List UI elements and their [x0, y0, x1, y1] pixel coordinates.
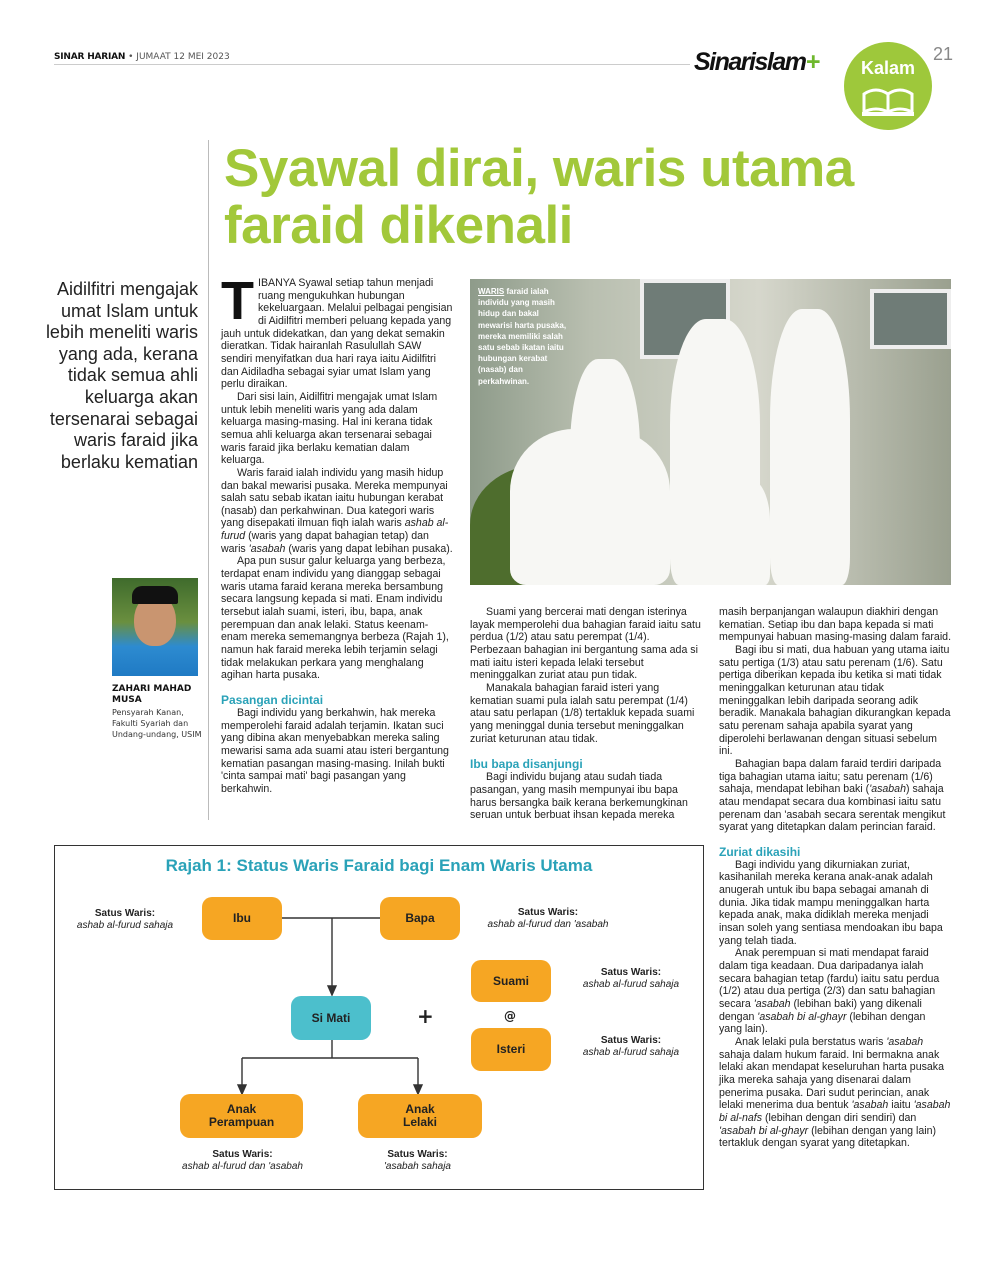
page-header: [54, 52, 230, 62]
status-label: Satus Waris:: [94, 908, 156, 919]
paragraph: [221, 467, 453, 556]
term: ashab al-furud: [221, 517, 449, 543]
text: (waris yang dapat bahagian tetap) dan waris: [221, 530, 429, 555]
status-suami: [571, 967, 691, 991]
author-role: Pensyarah Kanan, Fakulti Syariah dan Undang-undang, USIM: [112, 708, 202, 739]
paragraph: Bagi ibu si mati, dua habuan yang utama iaitu satu pertiga (1/3) atau satu perenam (1/6). Satu pertiga diberikan kepada ibu ketika si mati tidak meninggalkan keturunan atau tidak meninggalkan lebih daripada seorang adik beradik. Manakala bahagian dikurangkan kepada satu perenam sahaja apabila syarat yang diperolehi berlawanan dengan situasi sebelum ini.: [719, 643, 951, 758]
status-value: ashab al-furud sahaja: [582, 1047, 680, 1058]
window: [870, 289, 951, 349]
kalam-section-badge: [844, 42, 932, 130]
term: 'asabah: [753, 998, 791, 1011]
sinar-islam-logo: [694, 48, 819, 77]
term: 'asabah: [851, 1099, 889, 1112]
issue-date: JUMAAT 12 MEI 2023: [136, 52, 230, 62]
node-ibu: Ibu: [202, 897, 282, 940]
node-anak-perempuan: Anak Perampuan: [180, 1094, 303, 1138]
open-book-icon: [860, 84, 916, 118]
term: 'asabah: [869, 783, 906, 796]
status-value: ashab al-furud sahaja: [76, 920, 174, 931]
headline: Syawal dirai, waris utama faraid dikenali: [224, 139, 854, 255]
person: [510, 429, 670, 585]
node-anak-lelaki: Anak Lelaki: [358, 1094, 482, 1138]
person: [770, 309, 850, 585]
text: Waris faraid ialah individu yang masih hidup dan bakal mewarisi pusaka. Mereka mempunyai salah satu sebab ikatan iaitu hubungan kerabat (nasab) dan perkahwinan. Dua kategori waris yang disepakati ilmuan fiqh ialah waris: [221, 466, 448, 530]
paragraph: IBANYA Syawal setiap tahun menjadi ruang mengukuhkan hubungan kekeluargaan. Melalui pelbagai pengisian di Aidilfitri memberi peluang kepada yang jauh untuk didekatkan, dan yang dekat semakin dieratkan. Tidak hairanlah Rasulullah SAW sendiri menyifatkan dua hari raya iaitu Aidilfitri dan Aidiladha sebagai syiar umat Islam yang perlu diraikan.: [221, 277, 453, 391]
node-si-mati: Si Mati: [291, 996, 371, 1040]
author-name: ZAHARI MAHAD MUSA: [112, 684, 192, 705]
header-rule: [54, 64, 690, 65]
node-isteri: Isteri: [471, 1028, 551, 1071]
status-value: ashab al-furud sahaja: [582, 979, 680, 990]
text: Bahagian bapa dalam faraid terdiri daripada tiga bahagian utama iaitu; satu perenam (1/6) sahaja, mendapat lebihan baki (: [719, 757, 942, 796]
term: 'asabah bi al-nafs: [719, 1099, 951, 1124]
status-label: Satus Waris:: [600, 967, 662, 978]
article-column-3: [719, 606, 951, 1150]
paragraph: Manakala bahagian faraid isteri yang kematian suami pula ialah satu perempat (1/4) atau satu perlapan (1/8) tertakluk kepada suami yang meninggal dunia tersebut meninggalkan zuriat keturunan atau tidak.: [470, 681, 695, 745]
child: [720, 479, 770, 585]
pull-quote: Aidilfitri mengajak umat Islam untuk lebih meneliti waris yang ada, kerana tidak semua ahli keluarga akan tersenarai sebagai waris faraid jika berlaku kematian: [45, 279, 198, 472]
status-bapa: [478, 907, 618, 931]
text: (lebihan dengan diri sendiri) dan: [762, 1111, 917, 1124]
text: iaitu: [888, 1099, 914, 1112]
text: ) sahaja atau mendapat secara dua kombinasi iaitu satu perenam dan 'asabah secara serentak mengikut syarat yang ditetapkan dalam perincian faraid.: [719, 783, 946, 834]
status-label: Satus Waris:: [387, 1149, 448, 1160]
text: sahaja dalam hukum faraid. Ini bermakna anak lelaki akan mendapat keseluruhan harta pusaka jika mereka sahaja yang disenarai dalam penerima pusaka. Dari sudut perincian, anak lelaki menerima dua bentuk: [719, 1048, 944, 1112]
node-bapa: Bapa: [380, 897, 460, 940]
status-anak-perempuan: [170, 1149, 315, 1173]
paragraph: Apa pun susur galur keluarga yang berbeza, terdapat enam individu yang dianggap sebagai waris utama faraid kerana mereka bersambung secara langsung kepada si mati. Enam individu tersebut ialah suami, isteri, ibu, bapa, anak perempuan dan anak lelaki. Status keenam-enam mereka sememangnya berbeza (Rajah 1), namun hak faraid mereka lebih terjamin selagi tidak melakukan perkara yang menghalang agihan harta pusaka.: [221, 555, 449, 682]
article-column-1: [221, 271, 453, 796]
plus-sign: +: [417, 1004, 434, 1028]
term: 'asabah: [886, 1036, 924, 1048]
paragraph: [719, 947, 951, 1036]
separator: •: [125, 52, 137, 62]
section-label: Kalam: [860, 58, 916, 78]
text: (lebihan dengan yang lain).: [719, 1010, 926, 1036]
paragraph: Bagi individu yang berkahwin, hak mereka memperolehi faraid adalah terjamin. Ikatan suci yang dibina akan menyebabkan mereka saling mewarisi sama ada suami atau isteri bergantung kematian pasangan masing-masing. Inilah bukti 'cinta sampai mati' bagi pasangan yang berkahwin.: [221, 707, 449, 795]
caption-lead: WARIS: [478, 287, 505, 296]
diagram-frame: [54, 845, 704, 1190]
text: (lebihan baki) yang dikenali dengan: [719, 998, 922, 1023]
status-anak-lelaki: [360, 1149, 475, 1173]
paragraph: [719, 1036, 951, 1150]
author-cap: [132, 586, 178, 604]
subheading: Zuriat dikasihi: [719, 844, 801, 859]
status-label: Satus Waris:: [212, 1149, 273, 1160]
paragraph: [719, 758, 951, 834]
paragraph: Bagi individu bujang atau sudah tiada pasangan, yang masih mempunyai ibu bapa harus bersangka baik kerana berkemungkinan seruan untuk berbuat ihsan kepada mereka: [470, 771, 688, 822]
status-value: 'asabah sahaja: [384, 1161, 451, 1172]
term: 'asabah bi al-ghayr: [757, 1010, 847, 1023]
status-value: ashab al-furud dan 'asabah: [182, 1161, 303, 1172]
text: (waris yang dapat lebihan pusaka).: [285, 542, 453, 555]
photo-caption: [478, 286, 568, 387]
paragraph: masih berpanjangan walaupun diakhiri dengan kematian. Setiap ibu dan bapa kepada si mati mempunyai habuan masing-masing dalam faraid.: [719, 606, 952, 644]
text: Anak perempuan si mati mendapat faraid dalam tiga keadaan. Dua daripadanya ialah secara bahagian tetap (fardu) iaitu satu perdua (1/2) atau dua pertiga (2/3) dan satu bahagian secara: [719, 947, 940, 1011]
diagram-title: Rajah 1: Status Waris Faraid bagi Enam Waris Utama: [165, 856, 593, 875]
term: 'asabah: [248, 542, 286, 555]
paragraph: Bagi individu yang dikurniakan zuriat, kasihanilah mereka kerana anak-anak adalah anugerah untuk ibu bapa sebagai amanah di dunia. Jika tidak mampu meninggalkan harta kepada anak, maka didiklah mereka menjadi insan soleh yang sentiasa mendoakan ibu bapa yang telah tiada.: [719, 858, 943, 947]
subheading: Pasangan dicintai: [221, 693, 324, 707]
status-isteri: [571, 1035, 691, 1059]
node-suami: Suami: [471, 960, 551, 1002]
status-label: Satus Waris:: [600, 1035, 662, 1046]
text: (lebihan dengan yang lain) tertakluk dengan syarat yang ditetapkan.: [719, 1124, 936, 1150]
or-sign: @: [504, 1009, 516, 1023]
subheading: Ibu bapa disanjungi: [470, 757, 583, 772]
text: Anak lelaki pula berstatus waris: [735, 1036, 887, 1048]
logo-text: Sinarislam: [694, 48, 806, 76]
status-ibu: [60, 908, 190, 932]
author-photo: [112, 578, 198, 676]
drop-cap: T: [221, 271, 254, 331]
page-number: 21: [933, 44, 954, 64]
article-column-2: [470, 606, 703, 822]
term: 'asabah bi al-ghayr: [719, 1124, 809, 1137]
status-value: ashab al-furud dan 'asabah: [487, 919, 609, 930]
column-divider: [208, 140, 209, 820]
paper-name: SINAR HARIAN: [54, 52, 126, 62]
logo-plus: +: [805, 48, 819, 76]
paragraph: Dari sisi lain, Aidilfitri mengajak umat Islam untuk lebih meneliti waris yang ada dalam keluarga masing-masing. Hal ini kerana tidak semua ahli keluarga akan tersenarai sebagai waris faraid jika berlaku kematian dalam keluarga.: [221, 390, 438, 467]
caption-text: faraid ialah individu yang masih hidup dan bakal mewarisi harta pusaka, mereka memiliki salah satu sebab ikatan iaitu hubungan kerabat (nasab) dan perkahwinan.: [478, 287, 567, 386]
status-label: Satus Waris:: [517, 907, 579, 918]
paragraph: Suami yang bercerai mati dengan isterinya layak memperolehi dua bahagian faraid iaitu satu perdua (1/2) atau satu perempat (1/4). Perbezaan bahagian ini bergantung sama ada si mati iaitu isteri kepada lelaki tersebut meninggalkan zuriat atau pun tidak.: [470, 606, 701, 682]
